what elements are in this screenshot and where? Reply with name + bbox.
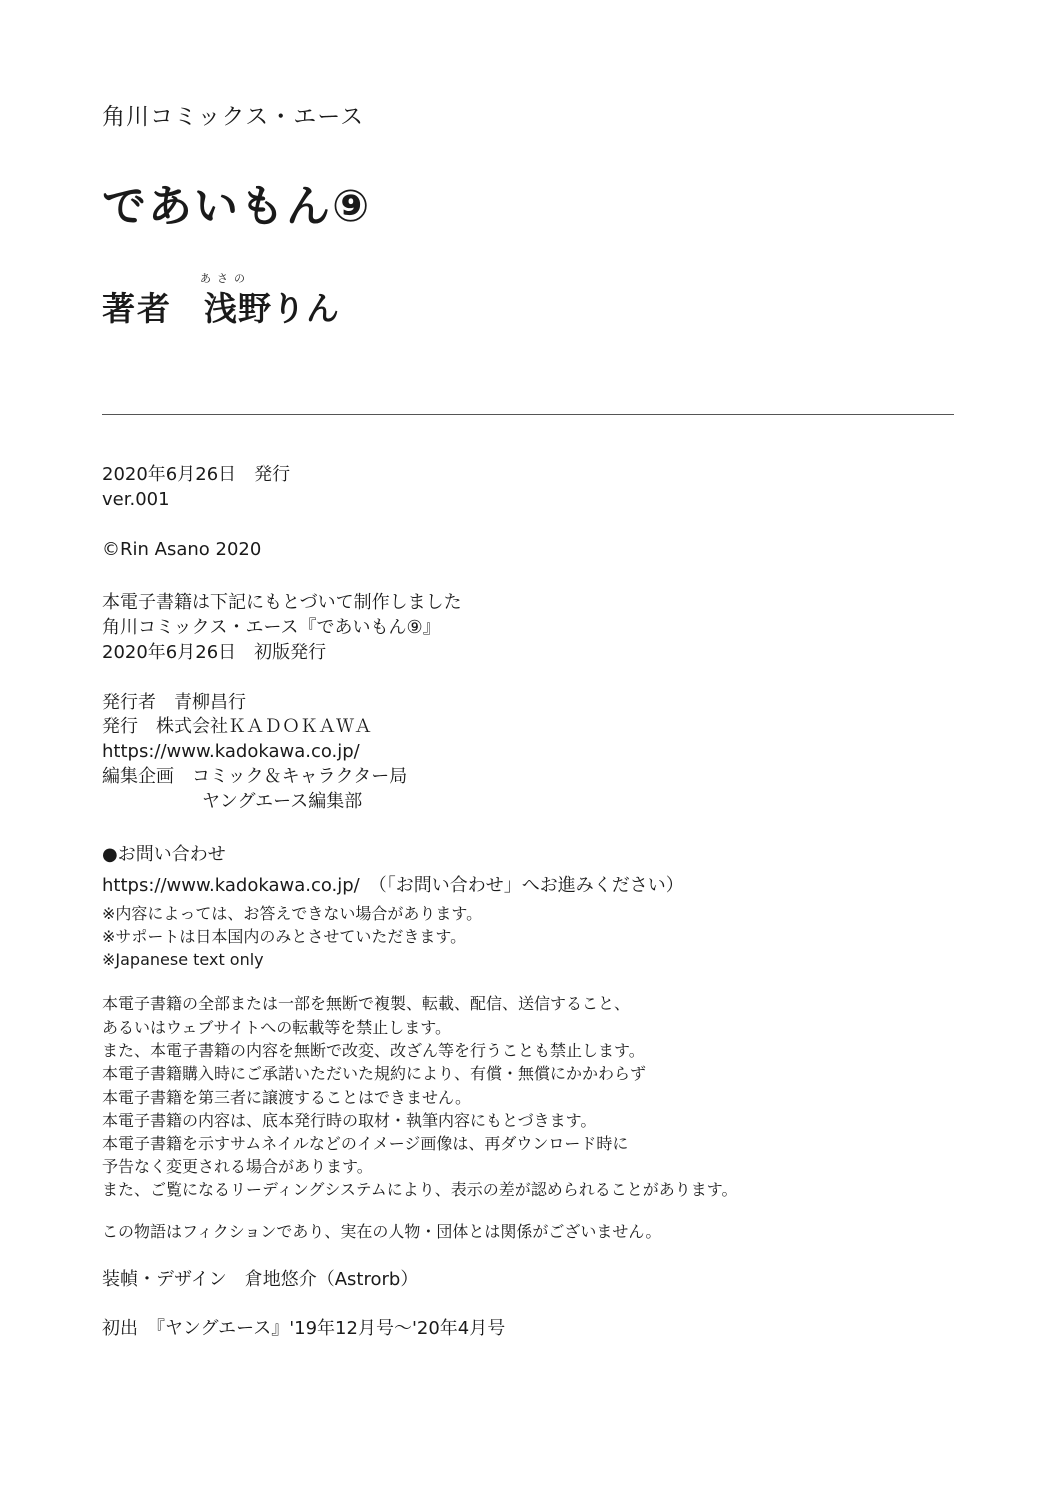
terms-line: また、本電子書籍の内容を無断で改変、改ざん等を行うことも禁止します。 bbox=[102, 1041, 645, 1060]
author-line bbox=[102, 283, 340, 330]
publisher-line: 編集企画 コミック＆キャラクター局 bbox=[102, 766, 408, 787]
divider bbox=[102, 414, 954, 415]
publisher-line: 発行 株式会社ＫＡＤＯＫＡＷＡ bbox=[102, 716, 372, 737]
publisher-url: https://www.kadokawa.co.jp/ bbox=[102, 741, 360, 762]
basis-line: 2020年6月26日 初版発行 bbox=[102, 642, 327, 663]
basis-line: 本電子書籍は下記にもとづいて制作しました bbox=[102, 592, 462, 613]
book-title: であいもん⑨ bbox=[102, 181, 372, 232]
contact-note: ※Japanese text only bbox=[102, 950, 264, 969]
design-credit: 装幀・デザイン 倉地悠介（Astrorb） bbox=[102, 1269, 419, 1290]
basis-line: 角川コミックス・エース『であいもん⑨』 bbox=[102, 617, 441, 638]
terms-line: 本電子書籍を第三者に譲渡することはできません。 bbox=[102, 1088, 471, 1107]
imprint-label: 角川コミックス・エース bbox=[102, 104, 365, 130]
fiction-notice: この物語はフィクションであり、実在の人物・団体とは関係がございません。 bbox=[102, 1222, 662, 1241]
contact-url: https://www.kadokawa.co.jp/ （「お問い合わせ」へお進みください） bbox=[102, 875, 684, 896]
author-name: 浅野りん bbox=[204, 289, 340, 328]
author-ruby: あさの bbox=[200, 272, 251, 285]
publisher-line: ヤングエース編集部 bbox=[202, 791, 363, 812]
copyright: ©Rin Asano 2020 bbox=[102, 539, 262, 560]
contact-heading: ●お問い合わせ bbox=[102, 844, 226, 865]
terms-line: 本電子書籍購入時にご承諾いただいた規約により、有償・無償にかかわらず bbox=[102, 1064, 647, 1083]
version: ver.001 bbox=[102, 489, 170, 510]
publish-date: 2020年6月26日 発行 bbox=[102, 464, 291, 485]
contact-note: ※サポートは日本国内のみとさせていただきます。 bbox=[102, 927, 467, 946]
terms-line: 予告なく変更される場合があります。 bbox=[102, 1157, 373, 1176]
contact-note: ※内容によっては、お答えできない場合があります。 bbox=[102, 904, 483, 923]
publisher-line: 発行者 青柳昌行 bbox=[102, 692, 246, 713]
terms-line: あるいはウェブサイトへの転載等を禁止します。 bbox=[102, 1018, 451, 1037]
terms-line: 本電子書籍の内容は、底本発行時の取材・執筆内容にもとづきます。 bbox=[102, 1111, 597, 1130]
terms-line: 本電子書籍の全部または一部を無断で複製、転載、配信、送信すること、 bbox=[102, 994, 631, 1013]
first-appearance: 初出 『ヤングエース』'19年12月号～'20年4月号 bbox=[102, 1318, 506, 1339]
author-key: 著者 bbox=[102, 289, 172, 328]
terms-line: また、ご覧になるリーディングシステムにより、表示の差が認められることがあります。 bbox=[102, 1180, 738, 1199]
terms-line: 本電子書籍を示すサムネイルなどのイメージ画像は、再ダウンロード時に bbox=[102, 1134, 629, 1153]
